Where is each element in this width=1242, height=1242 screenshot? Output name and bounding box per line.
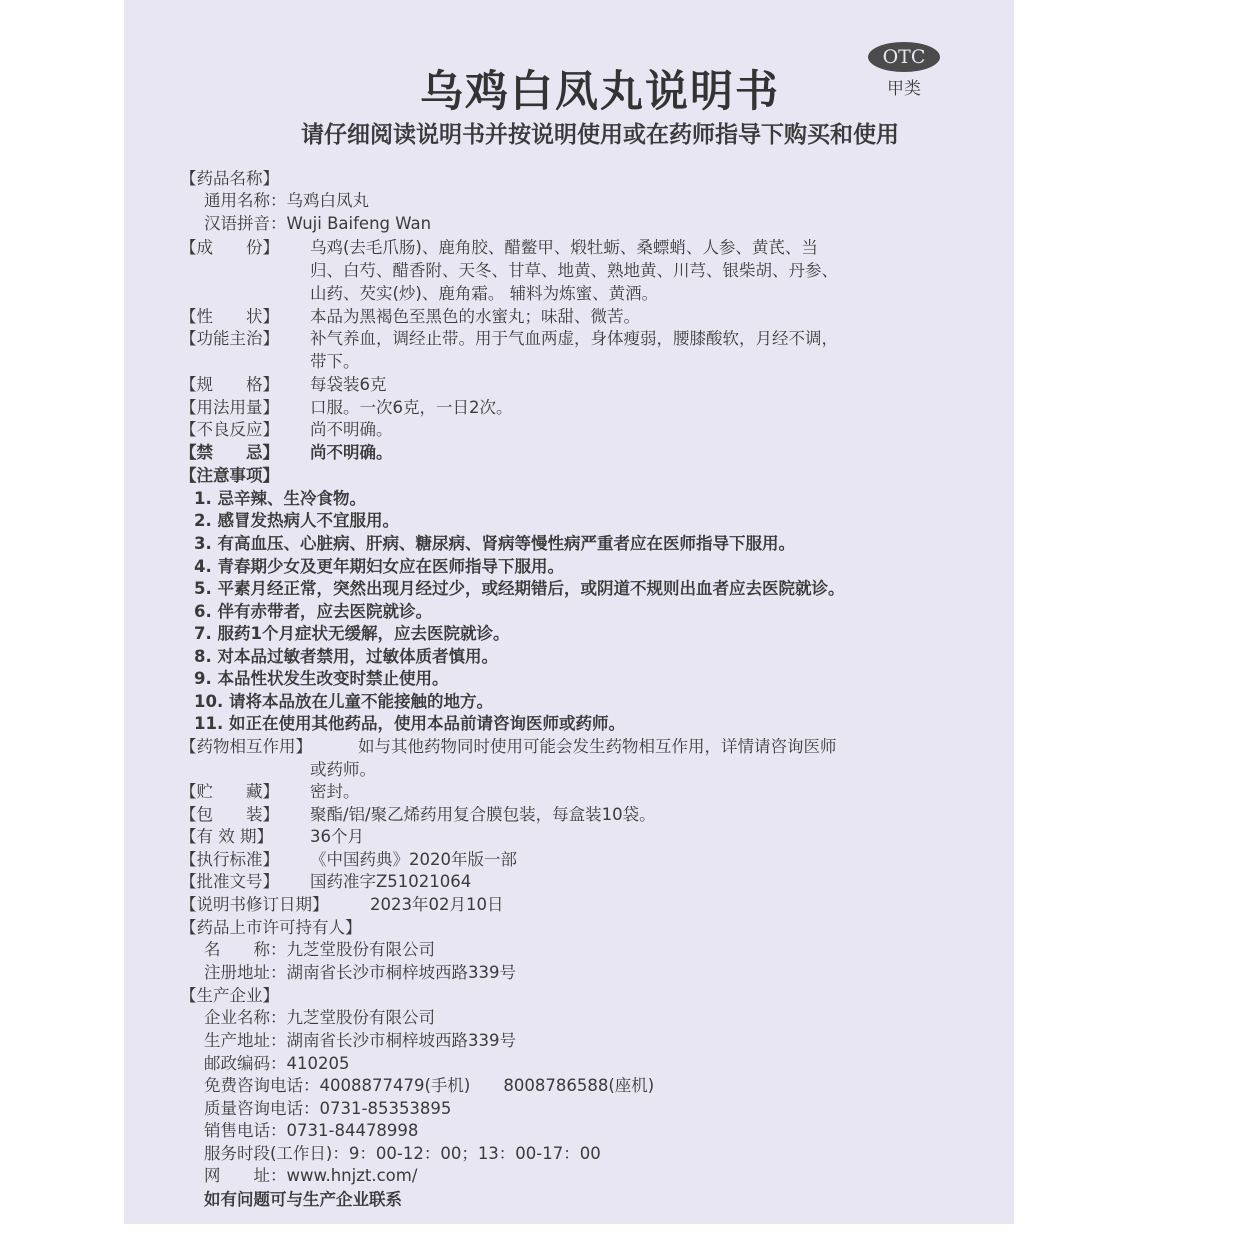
leaflet-subtitle: 请仔细阅读说明书并按说明使用或在药师指导下购买和使用 [301,122,899,148]
interactions-line: 如与其他药物同时使用可能会发生药物相互作用，详情请咨询医师 [358,737,837,756]
drug-name-header: 【药品名称】 [180,169,279,188]
properties-label: 【性 状】 [180,307,279,326]
ingredients-line: 乌鸡(去毛爪肠)、鹿角胶、醋鳖甲、煅牡蛎、桑螵蛸、人参、黄芪、当 [310,238,818,257]
website: 网 址：www.hnjzt.com/ [204,1166,418,1185]
precaution-item: 11. 如正在使用其他药品，使用本品前请咨询医师或药师。 [194,714,625,733]
manufacturer-header: 【生产企业】 [180,986,279,1005]
packaging-value: 聚酯/铝/聚乙烯药用复合膜包装，每盒装10袋。 [310,805,656,824]
service-hours: 服务时段(工作日)：9：00-12：00；13：00-17：00 [204,1144,601,1163]
properties-value: 本品为黑褐色至黑色的水蜜丸；味甜、微苦。 [310,307,640,326]
footer-note: 如有问题可与生产企业联系 [204,1190,402,1209]
packaging-label: 【包 装】 [180,805,279,824]
otc-category: 甲类 [887,79,921,99]
precaution-item: 4. 青春期少女及更年期妇女应在医师指导下服用。 [194,557,564,576]
ingredients-label: 【成 份】 [180,238,279,257]
holder-name: 名 称：九芝堂股份有限公司 [204,940,435,959]
contraindications-label: 【禁 忌】 [180,443,279,462]
manufacturer-postcode: 邮政编码：410205 [204,1054,350,1073]
adverse-value: 尚不明确。 [310,420,393,439]
manufacturer-address: 生产地址：湖南省长沙市桐梓坡西路339号 [204,1031,516,1050]
precaution-item: 6. 伴有赤带者，应去医院就诊。 [194,602,432,621]
precaution-item: 7. 服药1个月症状无缓解，应去医院就诊。 [194,624,510,643]
approval-value: 国药准字Z51021064 [310,872,472,891]
precaution-item: 5. 平素月经正常，突然出现月经过少，或经期错后，或阴道不规则出血者应去医院就诊。 [194,579,845,598]
precaution-item: 8. 对本品过敏者禁用，过敏体质者慎用。 [194,647,498,666]
dosage-value: 口服。一次6克，一日2次。 [310,398,513,417]
precaution-item: 10. 请将本品放在儿童不能接触的地方。 [194,692,493,711]
revision-value: 2023年02月10日 [370,895,504,914]
precaution-item: 3. 有高血压、心脏病、肝病、糖尿病、肾病等慢性病严重者应在医师指导下服用。 [194,534,795,553]
specification-value: 每袋装6克 [310,375,387,394]
precaution-item: 9. 本品性状发生改变时禁止使用。 [194,669,449,688]
validity-label: 【有 效 期】 [180,827,273,846]
revision-label: 【说明书修订日期】 [180,895,329,914]
quality-hotline: 质量咨询电话：0731-85353895 [204,1099,452,1118]
hotline: 免费咨询电话：4008877479(手机) 8008786588(座机) [204,1076,655,1095]
storage-label: 【贮 藏】 [180,782,279,801]
holder-header: 【药品上市许可持有人】 [180,918,362,937]
interactions-label: 【药物相互作用】 [180,737,312,756]
ingredients-line: 山药、芡实(炒)、鹿角霜。 辅料为炼蜜、黄酒。 [310,284,659,303]
ingredients-line: 归、白芍、醋香附、天冬、甘草、地黄、熟地黄、川芎、银柴胡、丹参、 [310,261,838,280]
standard-value: 《中国药典》2020年版一部 [310,850,517,869]
otc-badge: OTC [868,42,940,72]
precaution-item: 1. 忌辛辣、生冷食物。 [194,489,366,508]
contraindications-value: 尚不明确。 [310,443,393,462]
indications-line: 带下。 [310,352,360,371]
indications-label: 【功能主治】 [180,329,279,348]
interactions-line: 或药师。 [310,760,376,779]
dosage-label: 【用法用量】 [180,398,279,417]
manufacturer-name: 企业名称：九芝堂股份有限公司 [204,1008,435,1027]
leaflet-title: 乌鸡白凤丸说明书 [420,67,780,117]
pinyin-name: 汉语拼音：Wuji Baifeng Wan [204,214,432,233]
indications-line: 补气养血，调经止带。用于气血两虚，身体瘦弱，腰膝酸软，月经不调， [310,329,838,348]
holder-address: 注册地址：湖南省长沙市桐梓坡西路339号 [204,963,516,982]
precautions-header: 【注意事项】 [180,466,279,485]
specification-label: 【规 格】 [180,375,279,394]
approval-label: 【批准文号】 [180,872,279,891]
validity-value: 36个月 [310,827,364,846]
storage-value: 密封。 [310,782,360,801]
adverse-label: 【不良反应】 [180,420,279,439]
precaution-item: 2. 感冒发热病人不宜服用。 [194,511,399,530]
generic-name: 通用名称：乌鸡白凤丸 [204,191,369,210]
sales-phone: 销售电话：0731-84478998 [204,1121,419,1140]
standard-label: 【执行标准】 [180,850,279,869]
